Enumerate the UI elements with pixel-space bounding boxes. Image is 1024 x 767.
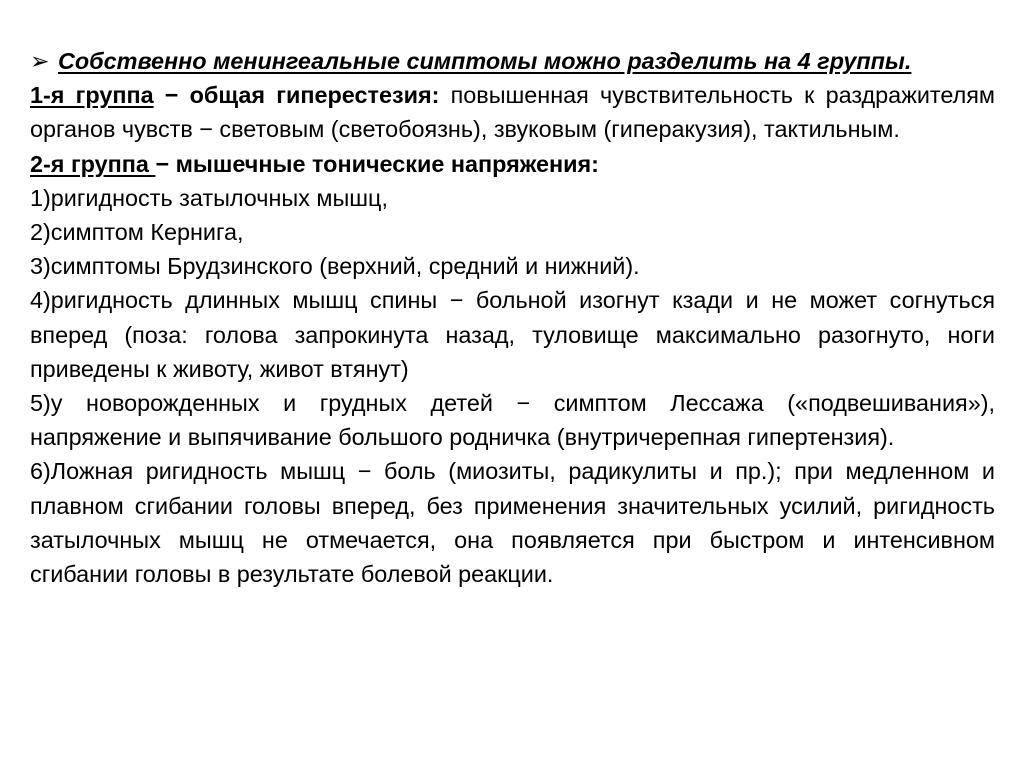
heading-text: Собственно менингеальные симптомы можно разделить на 4 группы. <box>58 48 912 74</box>
group-1-label: 1-я группа <box>30 82 154 109</box>
slide-content <box>30 44 995 591</box>
group-2-label: 2-я группа <box>30 150 156 177</box>
group-2-paragraph <box>30 147 995 181</box>
list-item-6: 6)Ложная ригидность мышц − боль (миозиты, радикулиты и пр.); при медленном и плавном сгибании головы вперед, без применения значительных усилий, ригидность затылочных мышц не отмечается, она появляется при быстром и интенсивном сгибании головы в результате болевой реакции. <box>30 458 995 588</box>
list-item-4: 4)ригидность длинных мышц спины − больной изогнут кзади и не может согнуться вперед (поза: голова запрокинута назад, туловище максимально разогнуто, ноги приведены к животу, живот втянут) <box>30 287 995 382</box>
list-item-1: 1)ригидность затылочных мышц, <box>30 184 388 211</box>
arrow-bullet-icon: ➢ <box>30 48 50 74</box>
list-item-2: 2)симптом Кернига, <box>30 219 244 246</box>
group-1-text: повышенная чувствительность к раздражителям органов чувств − световым (светобоязнь), звуковым (гиперакузия), тактильным. <box>30 82 995 143</box>
slide-heading <box>30 44 995 78</box>
group-2-title: − мышечные тонические напряжения: <box>155 150 599 177</box>
list-item-5: 5)у новорожденных и грудных детей − симптом Лессажа («подвешивания»), напряжение и выпячивание большого родничка (внутричерепная гипертензия). <box>30 390 995 451</box>
group-1-paragraph <box>30 78 995 146</box>
list-item-3: 3)симптомы Брудзинского (верхний, средний и нижний). <box>30 253 640 280</box>
group-1-title: − общая гиперестезия: <box>153 82 440 109</box>
